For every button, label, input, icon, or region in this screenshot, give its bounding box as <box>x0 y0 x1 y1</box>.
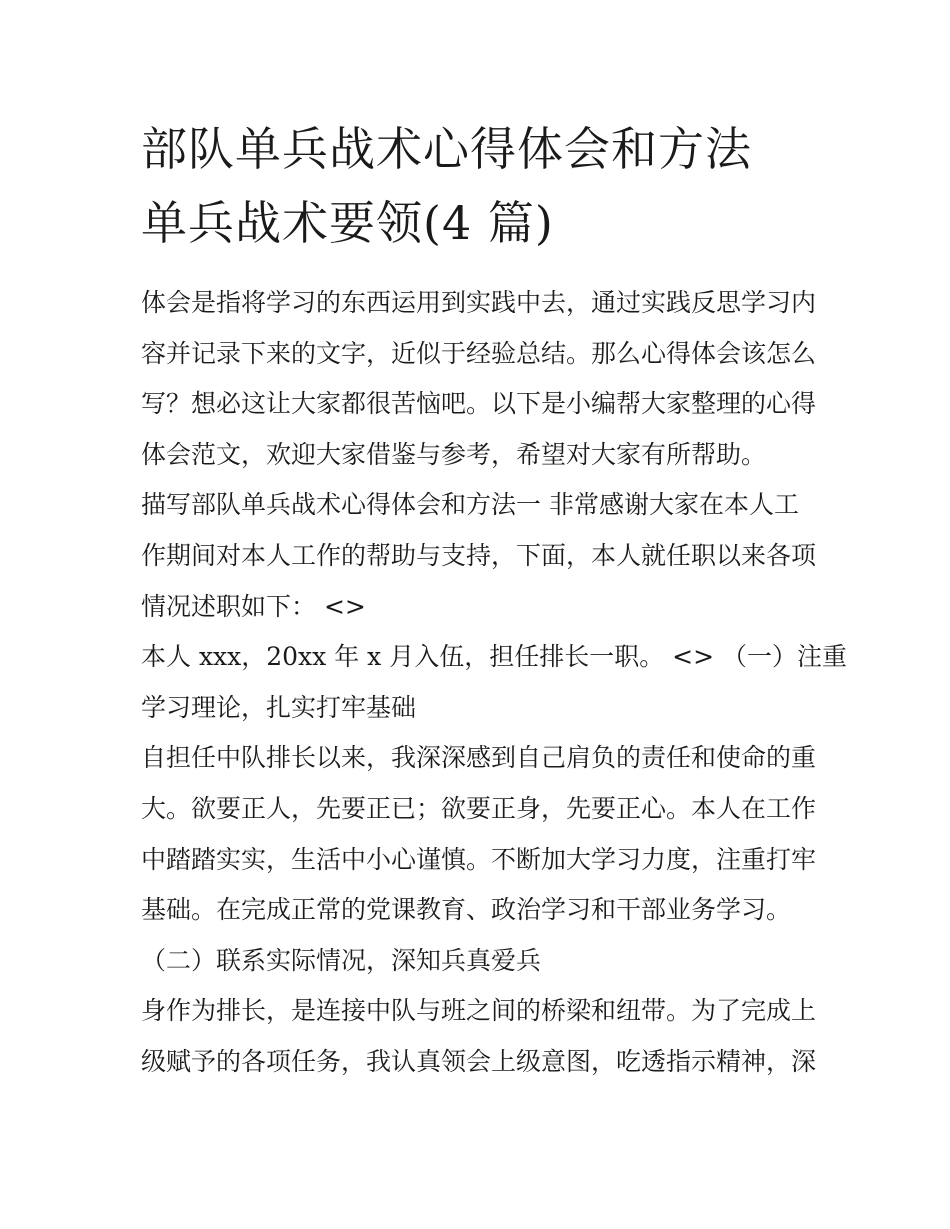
body-line: 写？想必这让大家都很苦恼吧。以下是小编帮大家整理的心得 <box>141 389 817 419</box>
body-line: 中踏踏实实，生活中小心谨慎。不断加大学习力度，注重打牢 <box>141 844 817 874</box>
body-line: 描写部队单兵战术心得体会和方法一 非常感谢大家在本人工 <box>141 490 799 520</box>
body-line: 本人 xxx，20xx 年 x 月入伍，担任排长一职。 <> （一）注重 <box>141 642 847 672</box>
body-line: （二）联系实际情况，深知兵真爱兵 <box>141 945 542 975</box>
body-line: 体会是指将学习的东西运用到实践中去，通过实践反思学习内 <box>141 288 817 317</box>
body-line: 容并记录下来的文字，近似于经验总结。那么心得体会该怎么 <box>141 338 817 368</box>
body-line: 级赋予的各项任务，我认真领会上级意图，吃透指示精神，深 <box>141 1046 817 1076</box>
body-line: 基础。在完成正常的党课教育、政治学习和干部业务学习。 <box>141 895 792 925</box>
title-line-1: 部队单兵战术心得体会和方法 <box>141 122 752 176</box>
document-title <box>141 112 821 260</box>
title-line-2: 单兵战术要领(4 篇) <box>141 196 554 250</box>
body-line: 学习理论，扎实打牢基础 <box>141 692 417 722</box>
body-line: 情况述职如下： <> <box>141 591 366 621</box>
body-line: 大。欲要正人，先要正已；欲要正身，先要正心。本人在工作 <box>141 793 817 823</box>
body-line: 自担任中队排长以来，我深深感到自己肩负的责任和使命的重 <box>141 743 817 773</box>
body-line: 体会范文，欢迎大家借鉴与参考，希望对大家有所帮助。 <box>141 439 767 469</box>
body-line: 身作为排长，是连接中队与班之间的桥梁和纽带。为了完成上 <box>141 996 817 1026</box>
document-body <box>141 278 847 1088</box>
body-line: 作期间对本人工作的帮助与支持，下面，本人就任职以来各项 <box>141 540 817 570</box>
